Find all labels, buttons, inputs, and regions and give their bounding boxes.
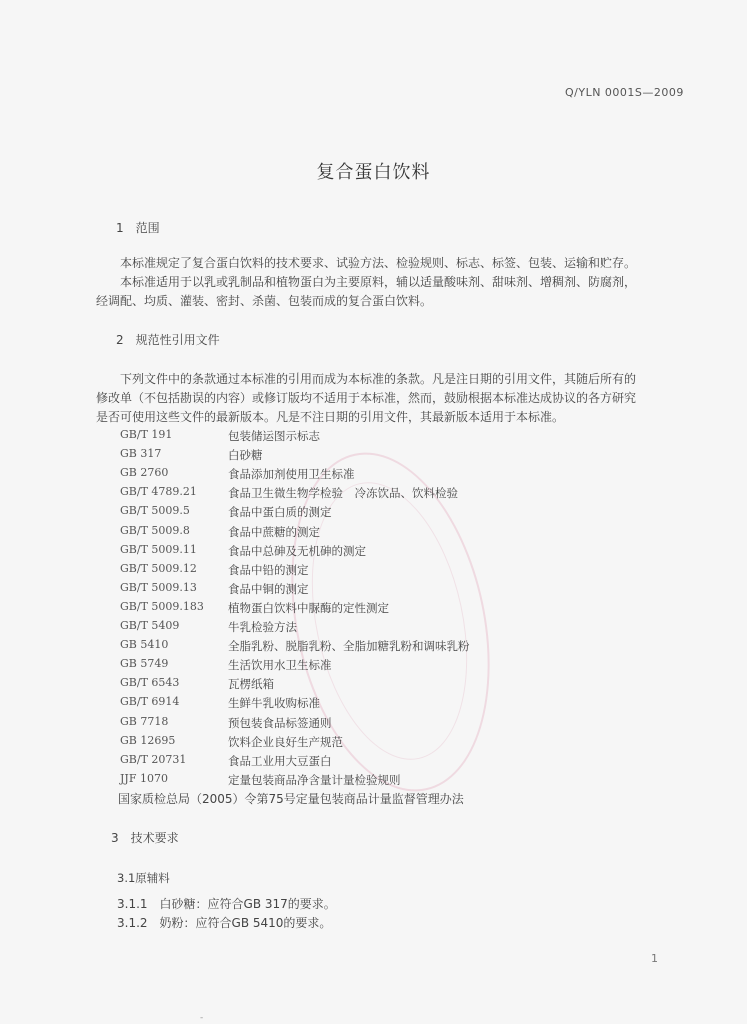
reference-code: GB/T 5409 [120, 619, 180, 632]
reference-title: 白砂糖 [228, 448, 263, 463]
reference-title: 食品中总砷及无机砷的测定 [228, 543, 366, 558]
section-3-heading: 3 技术要求 [111, 831, 179, 845]
section-1-heading: 1 范围 [116, 221, 160, 235]
bottom-mark: - [200, 1013, 204, 1023]
section-1-paragraph-2-line-2: 经调配、均质、灌装、密封、杀菌、包装而成的复合蛋白饮料。 [96, 294, 433, 308]
reference-code: GB 317 [120, 447, 162, 461]
section-2-intro-line-1: 下列文件中的条款通过本标准的引用而成为本标准的条款。凡是注日期的引用文件，其随后所有的 [120, 372, 637, 386]
section-1-paragraph-2-line-1: 本标准适用于以乳或乳制品和植物蛋白为主要原料，辅以适量酸味剂、甜味剂、增稠剂、防腐剂， [120, 275, 637, 289]
reference-title: 食品卫生微生物学检验 冷冻饮品、饮料检验 [228, 486, 458, 501]
reference-title: 食品中铜的测定 [228, 581, 309, 596]
reference-code: GB/T 5009.11 [120, 542, 197, 556]
reference-code: GB/T 5009.8 [120, 523, 190, 537]
reference-title: 全脂乳粉、脱脂乳粉、全脂加糖乳粉和调味乳粉 [228, 639, 470, 654]
section-2-intro-line-3: 是否可使用这些文件的最新版本。凡是不注日期的引用文件，其最新版本适用于本标准。 [96, 410, 565, 424]
reference-title: 预包装食品标签通则 [228, 715, 332, 730]
reference-title: 生活饮用水卫生标准 [228, 658, 332, 673]
reference-title: 食品中铅的测定 [228, 562, 309, 577]
section-2-heading: 2 规范性引用文件 [116, 333, 220, 347]
reference-code: GB/T 4789.21 [120, 485, 197, 499]
reference-title: 牛乳检验方法 [228, 620, 297, 634]
reference-code: JJF 1070 [120, 771, 168, 785]
reference-title: 饮料企业良好生产规范 [228, 734, 343, 749]
reference-code: GB/T 5009.183 [120, 599, 204, 613]
reference-title: 生鲜牛乳收购标准 [228, 696, 320, 711]
reference-code: GB/T 191 [120, 428, 173, 441]
reference-title: 食品工业用大豆蛋白 [228, 753, 332, 768]
reference-code: GB 2760 [120, 466, 169, 480]
reference-code: GB 7718 [120, 714, 169, 728]
reference-title: 包装储运图示标志 [228, 429, 320, 443]
reference-code: GB/T 6543 [120, 676, 180, 690]
reference-code: GB/T 5009.12 [120, 561, 197, 575]
page-number: 1 [651, 952, 658, 965]
reference-title: 食品添加剂使用卫生标准 [228, 467, 355, 482]
reference-code: GB 12695 [120, 733, 176, 747]
clause-3-1-1: 3.1.1 白砂糖：应符合GB 317的要求。 [117, 897, 336, 911]
reference-title: 食品中蔗糖的测定 [228, 524, 320, 539]
clause-3-1-2: 3.1.2 奶粉：应符合GB 5410的要求。 [117, 916, 332, 930]
reference-code: GB/T 6914 [120, 695, 180, 709]
reference-code: GB/T 5009.13 [120, 580, 197, 594]
reference-code: GB/T 5009.5 [120, 504, 190, 518]
reference-code: GB 5749 [120, 657, 169, 671]
document-title: 复合蛋白饮料 [316, 162, 431, 183]
reference-title: 瓦楞纸箱 [228, 677, 274, 692]
reference-code: GB 5410 [120, 638, 169, 652]
section-2-intro-line-2: 修改单（不包括勘误的内容）或修订版均不适用于本标准，然而，鼓励根据本标准达成协议的各方研究 [96, 391, 637, 405]
reference-title: 植物蛋白饮料中脲酶的定性测定 [228, 600, 389, 615]
decree-reference: 国家质检总局（2005）令第75号定量包装商品计量监督管理办法 [118, 792, 464, 806]
subsection-3-1-heading: 3.1原辅料 [117, 871, 170, 885]
standard-code: Q/YLN 0001S—2009 [565, 86, 684, 99]
reference-title: 食品中蛋白质的测定 [228, 505, 332, 520]
section-1-paragraph-1: 本标准规定了复合蛋白饮料的技术要求、试验方法、检验规则、标志、标签、包装、运输和贮存。 [120, 256, 637, 270]
reference-title: 定量包装商品净含量计量检验规则 [228, 772, 401, 787]
reference-code: GB/T 20731 [120, 752, 187, 766]
